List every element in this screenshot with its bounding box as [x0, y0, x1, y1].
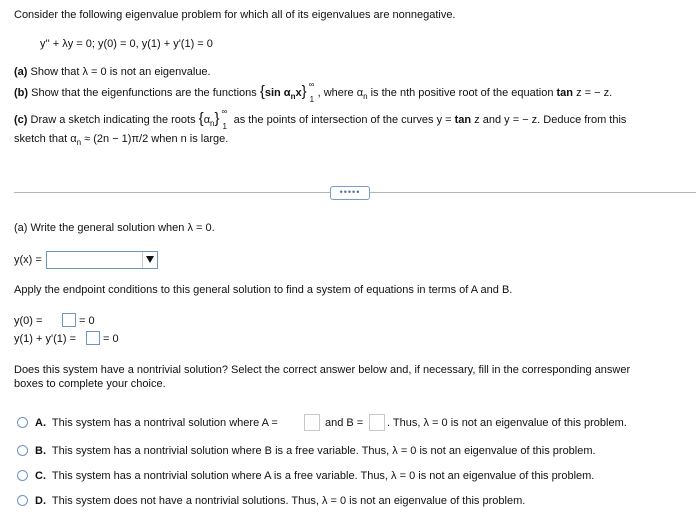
eq1-right: = 0 — [79, 315, 95, 327]
part-b-brace-open: { — [259, 82, 265, 100]
apply-conditions-text: Apply the endpoint conditions to this general solution to find a system of equations in terms of A and B. — [14, 284, 513, 296]
choice-d[interactable] — [35, 494, 525, 508]
part-b-alpha-sub: n — [363, 92, 368, 102]
part-a-text: Show that λ = 0 is not an eigenvalue. — [30, 66, 211, 78]
part-c-statement — [14, 107, 627, 131]
part-b-sin-sub: n — [290, 92, 296, 102]
choice-a-text-2: and B = — [325, 417, 364, 429]
choice-b[interactable] — [35, 444, 596, 458]
part-c-alpha: α — [203, 113, 211, 126]
part-c-tan: tan — [454, 113, 472, 126]
problem-intro: Consider the following eigenvalue problem for which all of its eigenvalues are nonnegative. — [14, 9, 456, 21]
part-b-text-2: , where α — [317, 86, 364, 99]
eq2-answer-box[interactable] — [86, 331, 100, 345]
question-line-2: boxes to complete your choice. — [14, 378, 166, 390]
part-b-sin-var: x — [295, 86, 302, 99]
part-c-line2 — [14, 132, 228, 146]
choice-b-letter: B. — [35, 445, 46, 457]
choice-d-letter: D. — [35, 495, 46, 507]
part-c-limits: ∞ 1 — [221, 107, 228, 131]
choice-a-b-box[interactable] — [369, 414, 385, 431]
part-c-text-3: z and y = − z. Deduce from this — [474, 113, 627, 126]
part-b-text-1: Show that the eigenfunctions are the functions — [31, 86, 257, 99]
part-c-brace-open: { — [198, 109, 204, 127]
part-b-tan: tan — [556, 86, 574, 99]
choice-a-radio[interactable] — [17, 417, 28, 428]
choice-d-text: This system does not have a nontrivial solutions. Thus, λ = 0 is not an eigenvalue of this problem. — [51, 495, 526, 507]
part-c-alpha-sub: n — [210, 119, 215, 129]
part-c-line2-sub: n — [76, 138, 82, 148]
eq1-answer-box[interactable] — [62, 313, 76, 327]
general-solution-dropdown[interactable] — [46, 251, 158, 269]
choice-b-radio[interactable] — [17, 445, 28, 456]
choice-a-letter: A. — [35, 417, 46, 429]
choice-d-radio[interactable] — [17, 495, 28, 506]
part-b-brace-close: } — [301, 82, 307, 100]
choice-a-text-1: This system has a nontrival solution where A = — [51, 417, 278, 429]
choice-c-text: This system has a nontrivial solution where A is a free variable. Thus, λ = 0 is not an eigenvalue of this problem. — [51, 470, 595, 482]
choice-c-radio[interactable] — [17, 470, 28, 481]
section-a-text: Write the general solution when λ = 0. — [30, 222, 215, 234]
problem-equation: y'' + λy = 0; y(0) = 0, y(1) + y'(1) = 0 — [40, 38, 213, 50]
choice-a-text-3: . Thus, λ = 0 is not an eigenvalue of this problem. — [387, 417, 627, 429]
part-c-label: (c) — [14, 113, 28, 126]
part-b-statement — [14, 80, 613, 104]
question-line-1: Does this system have a nontrivial solution? Select the correct answer below and, if necessary, fill in the corresponding answer — [14, 364, 631, 376]
part-b-sin: sin α — [264, 86, 291, 99]
more-button[interactable]: ••••• — [330, 186, 370, 200]
eq1-left: y(0) = — [14, 315, 43, 327]
part-c-text-2: as the points of intersection of the curves y = — [233, 113, 452, 126]
part-c-text-1: Draw a sketch indicating the roots — [30, 113, 196, 126]
part-a-statement — [14, 65, 211, 79]
part-b-text-3: is the nth positive root of the equation — [370, 86, 554, 99]
yx-label: y(x) = — [14, 254, 42, 266]
choice-c[interactable] — [35, 469, 594, 483]
part-a-label: (a) — [14, 66, 28, 78]
part-c-brace-close: } — [214, 109, 220, 127]
part-b-limits: ∞ 1 — [308, 80, 315, 104]
part-b-label: (b) — [14, 86, 29, 99]
part-b-eq-rest: z = − z. — [576, 86, 613, 99]
section-a-prompt — [14, 221, 215, 235]
choice-c-letter: C. — [35, 470, 46, 482]
part-c-line2-b: ≈ (2n − 1)π/2 when n is large. — [84, 133, 229, 145]
choice-a[interactable] — [35, 416, 278, 430]
eq2-left: y(1) + y'(1) = — [14, 333, 77, 345]
section-a-label: (a) — [14, 222, 28, 234]
choice-b-text: This system has a nontrivial solution where B is a free variable. Thus, λ = 0 is not an eigenvalue of this problem. — [51, 445, 596, 457]
chevron-down-icon — [146, 256, 154, 263]
part-c-line2-a: sketch that α — [14, 133, 77, 145]
choice-a-a-box[interactable] — [304, 414, 320, 431]
eq2-right: = 0 — [103, 333, 119, 345]
